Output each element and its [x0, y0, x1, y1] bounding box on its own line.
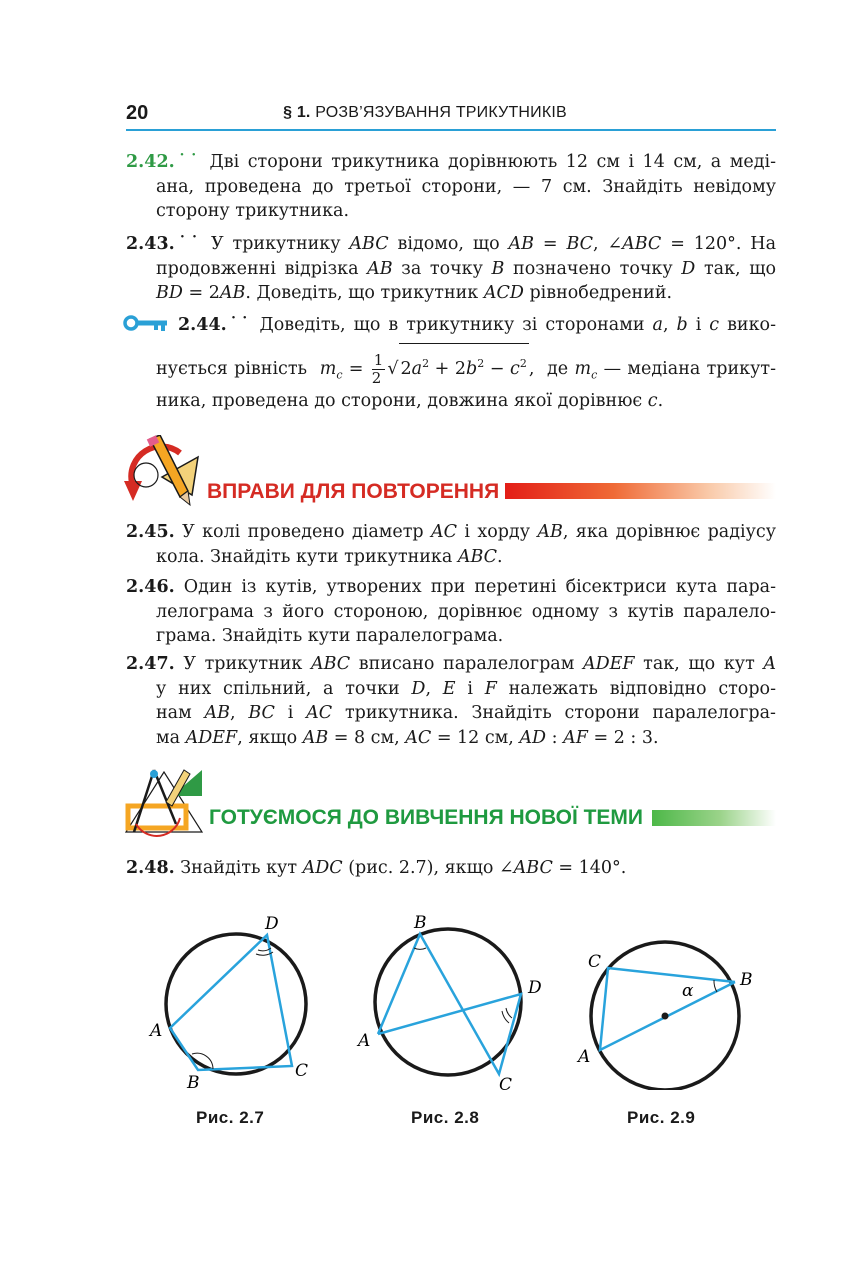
- problem-2-46: [126, 575, 776, 649]
- problem-number: 2.48.: [126, 858, 175, 878]
- figure-caption: Рис. 2.9: [627, 1108, 696, 1127]
- problem-2-44-formula-line: нується рівність $m_c$ = $\frac{1}{2}$ √ $2a^2 + 2b^2 - c^2$ , де $m_c$ — медіана трикут-: [126, 343, 776, 383]
- problem-text-line: грама. Знайдіть кути паралелограма.: [156, 626, 504, 646]
- problem-number: 2.46.: [126, 577, 175, 597]
- problem-number: 2.47.: [126, 654, 175, 674]
- problem-2-47: 2.47. У трикутник ABC вписано паралелограм ADEF так, що кут A у них спільний, а точки D, E і F належать відповідно сторо- нам AB, BC і AC трикутника. Знайдіть сторони паралелогра- ма ADEF, якщо AB = 8 см, AC = 12 см, AD : AF = 2 : 3.: [126, 654, 777, 748]
- label-A: A: [150, 1021, 163, 1041]
- problem-text-line: ана, проведена до третьої сторони, — 7 см. Знайдіть невідому: [156, 176, 776, 197]
- problem-number: 2.42.˙˙: [126, 152, 202, 172]
- problem-text-line: Дві сторони трикутника дорівнюють 12 см і 14 см, а меді-: [209, 152, 776, 172]
- center-point: [662, 1013, 669, 1020]
- section-mark: § 1.: [283, 104, 311, 121]
- figure-2-8: [352, 912, 552, 1097]
- problem-number: 2.45.: [126, 522, 175, 542]
- problem-2-43: 2.43.˙˙ У трикутнику ABC відомо, що AB = BC, ∠ABC = 120°. На продовженні відрізка AB за точку B позначено точку D так, що BD = 2AB. Доведіть, що трикутник ACD рівнобедрений.: [126, 234, 777, 303]
- triangle: [600, 968, 735, 1050]
- section-bar-green: [652, 810, 776, 826]
- section-title: РОЗВ’ЯЗУВАННЯ ТРИКУТНИКІВ: [315, 104, 567, 121]
- problem-number: 2.44.˙˙: [178, 315, 252, 335]
- problem-text-line: Один із кутів, утворених при перетині бісектриси кута пара-: [183, 577, 776, 597]
- label-C: C: [295, 1061, 309, 1081]
- problem-2-45: 2.45. У колі проведено діаметр AC і хорду AB, яка дорівнює радіусу кола. Знайдіть кути трикутника ABC.: [126, 522, 777, 567]
- section-heading-repeat: ВПРАВИ ДЛЯ ПОВТОРЕННЯ: [207, 480, 500, 503]
- quadrilateral: [170, 935, 292, 1070]
- label-C: C: [588, 952, 602, 972]
- figure-caption: Рис. 2.8: [411, 1108, 480, 1127]
- problem-2-42: [126, 150, 776, 224]
- figure-2-9: [574, 930, 774, 1090]
- figure-caption: Рис. 2.7: [196, 1108, 265, 1127]
- page-number: 20: [126, 102, 149, 124]
- label-C: C: [499, 1075, 513, 1095]
- label-B: B: [740, 970, 753, 990]
- section-bar-red: [505, 483, 776, 499]
- label-A: A: [358, 1031, 371, 1051]
- figure-2-7: [140, 912, 340, 1097]
- pencil-compass-icon: [122, 435, 204, 515]
- header-rule: [126, 129, 776, 131]
- label-B: B: [187, 1073, 200, 1093]
- problem-number: 2.43.˙˙: [126, 234, 203, 254]
- label-D: D: [265, 914, 279, 934]
- label-D: D: [528, 978, 542, 998]
- label-A: A: [578, 1047, 591, 1067]
- problem-text-line: лелограма з його стороною, дорівнює одному з кутів паралело-: [156, 601, 776, 622]
- problem-2-44: 2.44.˙˙ Доведіть, що в трикутнику зі сторонами a, b і c вико-: [178, 315, 776, 335]
- section-heading-prepare: ГОТУЄМОСЯ ДО ВИВЧЕННЯ НОВОЇ ТЕМИ: [209, 806, 644, 829]
- circle: [375, 929, 521, 1075]
- problem-2-48: 2.48. Знайдіть кут ADC (рис. 2.7), якщо ∠ABC = 140°.: [126, 858, 627, 878]
- label-alpha: α: [682, 981, 694, 1001]
- running-header: [0, 104, 850, 122]
- problem-2-44-end: ника, проведена до сторони, довжина якої дорівнює c.: [156, 391, 664, 411]
- compass-triangle-icon: [122, 766, 206, 840]
- problem-text-line: сторону трикутника.: [156, 201, 350, 221]
- label-B: B: [414, 913, 427, 933]
